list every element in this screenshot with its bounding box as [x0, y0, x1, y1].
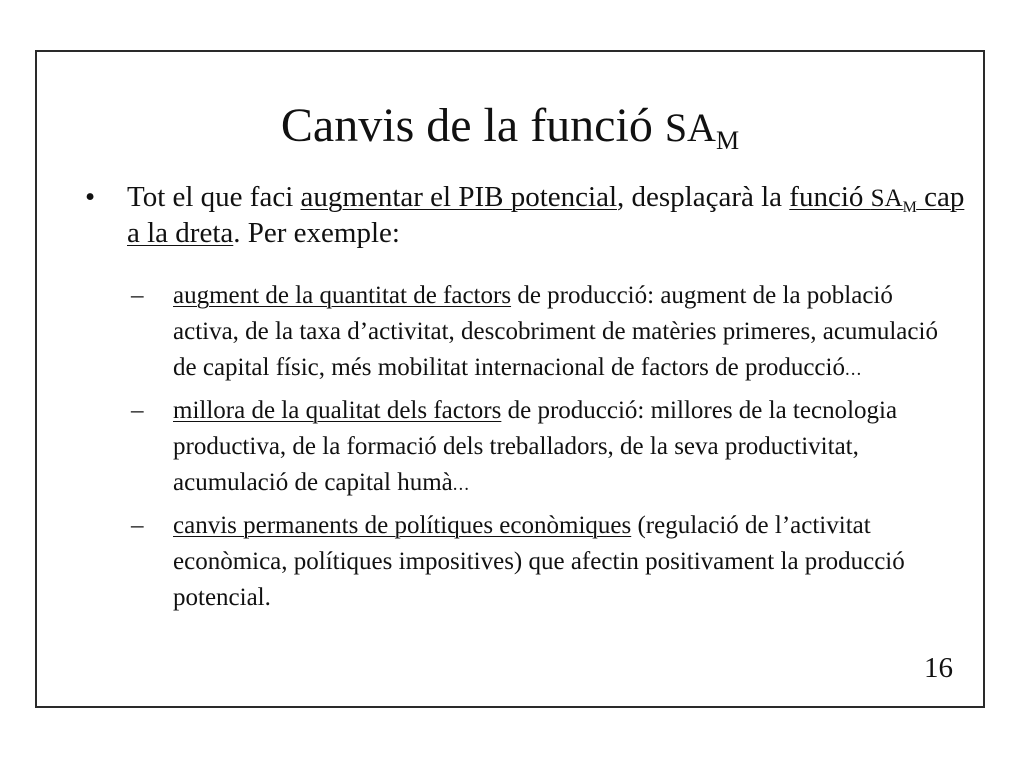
list-item	[131, 508, 961, 616]
ellipsis: ...	[844, 359, 863, 380]
list-item-rest: (regulació de l’activitat econòmica, polítiques impositives) que afectin positivament la producció potencial	[173, 512, 905, 611]
page-number: 16	[924, 652, 953, 684]
bullet-text-part2: , desplaçarà la	[617, 181, 790, 213]
underlined-phrase: augment de la quantitat de factors	[173, 282, 512, 309]
title-text: Canvis de la funció	[280, 99, 665, 152]
bullet-text-part3: . Per exemple:	[233, 217, 400, 249]
list-item	[131, 393, 961, 503]
underlined-phrase-pib: augmentar el PIB potencial	[300, 181, 617, 213]
bullet-sam-subscript: M	[902, 199, 917, 216]
list-item-rest: de producció: millores de la tecnologia productiva, de la formació dels treballadors, de la seva productivitat, acumulació de capital humà	[173, 397, 898, 496]
dash-icon: –	[131, 282, 144, 309]
list-item-text	[173, 393, 961, 503]
dash-icon: –	[131, 512, 144, 539]
bullet-text-part1: Tot el que faci	[127, 181, 301, 213]
slide-frame	[35, 50, 985, 708]
title-subscript: M	[715, 126, 740, 155]
main-bullet-text	[127, 180, 965, 251]
underlined-phrase: millora de la qualitat dels factors	[173, 397, 502, 424]
title-sam: SA	[664, 105, 716, 150]
final-period: .	[264, 584, 271, 611]
ellipsis: ...	[452, 474, 470, 495]
slide-title	[37, 98, 983, 156]
bullet-sam: SA	[870, 185, 903, 212]
main-bullet	[85, 180, 965, 251]
list-item-rest: de producció: augment de la població activa, de la taxa d’activitat, descobriment de matèries primeres, acumulació de capital físic, més mobilitat internacional de factors de producció	[173, 282, 938, 381]
list-item	[131, 278, 961, 388]
list-item-text	[173, 278, 961, 388]
funcio-word: funció	[789, 181, 871, 213]
dash-icon: –	[131, 397, 144, 424]
bullet-icon: •	[85, 181, 96, 213]
underlined-phrase: canvis permanents de polítiques econòmiques	[173, 512, 632, 539]
cap-a-la-dreta: cap a la dreta	[127, 181, 965, 249]
list-item-text	[173, 508, 961, 616]
sub-bullet-list	[131, 278, 961, 621]
